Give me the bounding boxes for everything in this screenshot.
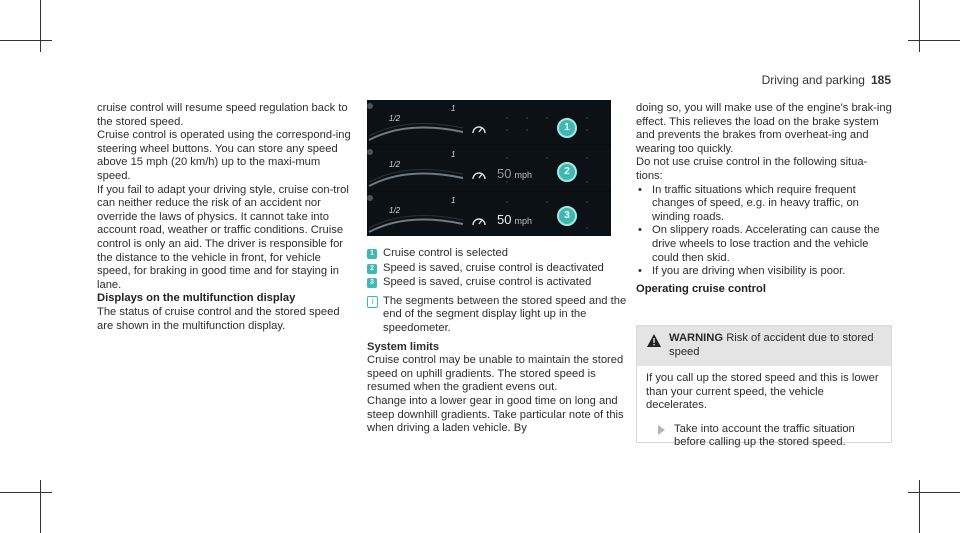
gear-label: 1/2 <box>389 160 401 169</box>
paragraph: Cruise control may be unable to maintain the stored speed on uphill gradients. The stored speed is resumed when the gradient evens out. <box>367 354 624 394</box>
page-header <box>762 73 891 87</box>
paragraph: Cruise control is operated using the correspond-ing steering wheel buttons. You can store any speed above 15 mph (20 km/h) up to the maxi-mum speed. <box>97 129 351 182</box>
gear-label: 1/2 <box>389 206 401 215</box>
legend-item: 3 Speed is saved, cruise control is activated <box>367 276 627 290</box>
stored-speed: 50 mph <box>497 166 532 181</box>
list-item: • On slippery roads. Accelerating can cause the drive wheels to lose traction and the vehicle could then skid. <box>638 224 880 264</box>
section-heading: Displays on the multifunction display <box>97 292 296 305</box>
warning-triangle-icon <box>647 334 661 347</box>
paragraph: Do not use cruise control in the following situa-tions: <box>636 156 868 182</box>
paragraph: If you fail to adapt your driving style, cruise con-trol can neither reduce the risk of an accident nor override the laws of physics. It cannot take into account road, weather or traffic conditions. Cruise control is only an aid. The driver is responsible for the distance to the vehicle in front, for vehicle speed, for braking in good time and for staying in lane. <box>97 183 349 291</box>
scale-mark: 1 <box>451 150 456 159</box>
left-column <box>97 102 351 333</box>
bullet-list <box>636 184 892 279</box>
section-title: Driving and parking <box>761 73 865 87</box>
display-panel <box>367 146 611 190</box>
paragraph: cruise control will resume speed regulation back to the stored speed. <box>97 102 348 128</box>
callout-badge-1: 1 <box>557 118 577 138</box>
arrow-right-icon <box>658 425 665 435</box>
warning-title: Risk of accident due to stored speed <box>669 332 874 358</box>
stored-speed <box>497 122 500 137</box>
cruise-control-icon <box>471 214 487 228</box>
paragraph: Change into a lower gear in good time on long and steep downhill gradients. Take particular note of this when driving a laden vehicle. By <box>367 394 624 435</box>
figure-legend <box>367 247 627 436</box>
legend-item: 1 Cruise control is selected <box>367 247 627 261</box>
section-heading: System limits <box>367 340 440 353</box>
note-icon: i <box>367 296 378 308</box>
legend-number: 1 <box>367 249 377 259</box>
stored-speed: 50 mph <box>497 212 532 227</box>
warning-label: WARNING <box>669 332 724 344</box>
scale-mark: 1 <box>451 196 456 205</box>
callout-badge-2: 2 <box>557 162 577 182</box>
legend-number: 3 <box>367 278 377 288</box>
warning-action: Take into account the traffic situation before calling up the stored speed. <box>646 423 882 450</box>
list-item: • In traffic situations which require frequent changes of speed, e.g. in heavy traffic, on winding roads. <box>638 183 859 223</box>
paragraph: The status of cruise control and the stored speed are shown in the multifunction display. <box>97 305 340 332</box>
gear-label: 1/2 <box>389 114 401 123</box>
cruise-control-icon <box>471 168 487 182</box>
section-heading: Operating cruise control <box>636 282 766 295</box>
page-number: 185 <box>870 73 891 87</box>
callout-badge-3: 3 <box>557 206 577 226</box>
warning-box <box>636 325 892 449</box>
display-panel <box>367 192 611 236</box>
scale-mark: 1 <box>451 104 456 113</box>
paragraph: doing so, you will make use of the engine's brak-ing effect. This relieves the load on the brake system and prevents the brakes from overheat-ing and wearing too quickly. <box>636 102 892 155</box>
legend-number: 2 <box>367 264 377 274</box>
right-column <box>636 102 892 296</box>
warning-header <box>637 326 891 366</box>
note: i The segments between the stored speed and the end of the segment display light up in the speedometer. <box>367 295 627 336</box>
list-item: • If you are driving when visibility is poor. <box>638 265 846 278</box>
multifunction-display-figure <box>367 100 611 236</box>
legend-item: 2 Speed is saved, cruise control is deactivated <box>367 262 627 276</box>
warning-body: If you call up the stored speed and this is lower than your current speed, the vehicle decelerates. <box>646 372 879 412</box>
display-panel <box>367 100 611 144</box>
cruise-control-icon <box>471 122 487 136</box>
